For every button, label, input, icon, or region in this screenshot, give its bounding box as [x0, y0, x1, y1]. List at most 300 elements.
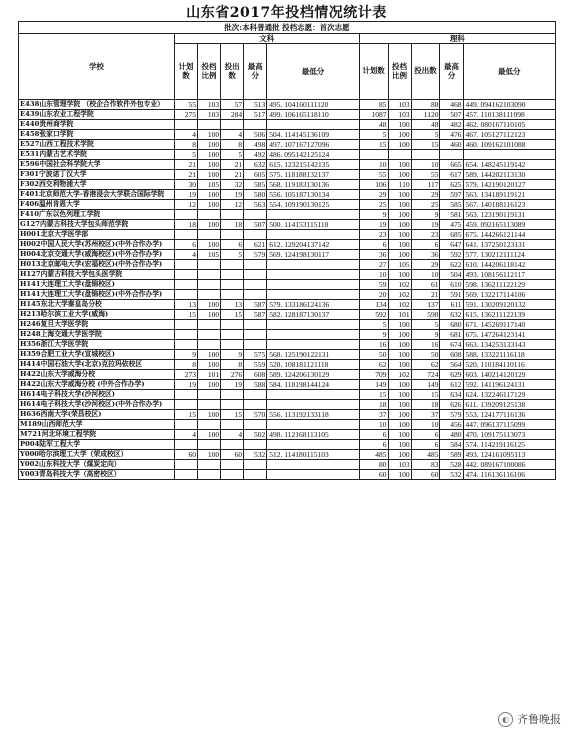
wenke-min: [267, 260, 359, 270]
wenke-min: 512. 114180115103: [267, 450, 359, 460]
wenke-out: 15: [221, 310, 244, 320]
like-ratio: 100: [388, 270, 411, 280]
table-row: [19, 350, 556, 360]
wenke-ratio: [197, 460, 220, 470]
like-ratio: 105: [388, 260, 411, 270]
wenke-max: 513: [244, 100, 267, 110]
wenke-ratio: [197, 280, 220, 290]
wenke-plan: [174, 420, 197, 430]
like-plan: 60: [359, 470, 388, 480]
wenke-plan: 30: [174, 180, 197, 190]
admission-table: [18, 21, 556, 480]
like-min: 591. 130209120132: [463, 300, 555, 310]
like-plan: 134: [359, 300, 388, 310]
like-plan: 29: [359, 190, 388, 200]
wenke-ratio: [197, 440, 220, 450]
like-out: 10: [411, 270, 440, 280]
school-name: H614电子科技大学(沙河校区): [19, 390, 175, 400]
wenke-min: [267, 330, 359, 340]
like-plan: 10: [359, 420, 388, 430]
table-subtitle: 批次:本科普通批 投档志愿：首次志愿: [19, 22, 556, 34]
like-max: 608: [440, 350, 463, 360]
like-max: 674: [440, 340, 463, 350]
wenke-min: 615. 123215142135: [267, 160, 359, 170]
like-plan: 48: [359, 120, 388, 130]
like-plan: 18: [359, 400, 388, 410]
wenke-max: [244, 400, 267, 410]
wenke-ratio: 100: [197, 160, 220, 170]
wenke-plan: 8: [174, 360, 197, 370]
like-out: 10: [411, 420, 440, 430]
wenke-out: [221, 460, 244, 470]
like-max: 564: [440, 360, 463, 370]
wenke-ratio: 100: [197, 150, 220, 160]
wenke-max: [244, 280, 267, 290]
wenke-min: 569. 124198130117: [267, 250, 359, 260]
like-plan: 50: [359, 350, 388, 360]
like-plan: 80: [359, 460, 388, 470]
wenke-ratio: [197, 260, 220, 270]
like-plan: 6: [359, 240, 388, 250]
like-min: 675. 144266121144: [463, 230, 555, 240]
wenke-min: 499. 106165118110: [267, 110, 359, 120]
like-ratio: 100: [388, 200, 411, 210]
like-max: 626: [440, 400, 463, 410]
like-out: 62: [411, 360, 440, 370]
wenke-out: [221, 320, 244, 330]
school-name: E438山东管理学院 （校企合作软件外包专业）: [19, 100, 175, 110]
like-plan: 37: [359, 410, 388, 420]
wenke-out: [221, 440, 244, 450]
like-ratio: 100: [388, 130, 411, 140]
wenke-max: [244, 120, 267, 130]
like-ratio: 100: [388, 470, 411, 480]
like-ratio: 100: [388, 120, 411, 130]
school-name: H246复旦大学医学院: [19, 320, 175, 330]
like-min: 592. 141196124131: [463, 380, 555, 390]
wenke-plan: 12: [174, 200, 197, 210]
wenke-ratio: [197, 390, 220, 400]
like-plan: 55: [359, 170, 388, 180]
wenke-min: [267, 120, 359, 130]
wenke-out: 6: [221, 240, 244, 250]
wenke-ratio: 105: [197, 250, 220, 260]
wenke-max: 580: [244, 190, 267, 200]
wenke-out: 15: [221, 410, 244, 420]
wenke-plan: 6: [174, 240, 197, 250]
table-row: [19, 170, 556, 180]
table-row: [19, 300, 556, 310]
wenke-ratio: 100: [197, 170, 220, 180]
wenke-plan: 19: [174, 190, 197, 200]
like-ratio: 100: [388, 170, 411, 180]
wenke-min: [267, 280, 359, 290]
like-out: 29: [411, 190, 440, 200]
like-max: 476: [440, 130, 463, 140]
like-ratio: 100: [388, 190, 411, 200]
wenke-plan: [174, 320, 197, 330]
table-row: [19, 220, 556, 230]
like-min: 610. 144206118142: [463, 260, 555, 270]
wenke-max: 563: [244, 200, 267, 210]
col-l-max: 最高分: [440, 44, 463, 100]
like-ratio: 100: [388, 220, 411, 230]
like-out: 29: [411, 260, 440, 270]
wenke-min: [267, 290, 359, 300]
like-plan: 15: [359, 140, 388, 150]
table-row: [19, 140, 556, 150]
school-name: E596中国社会科学院大学: [19, 160, 175, 170]
wenke-max: 587: [244, 310, 267, 320]
table-row: [19, 100, 556, 110]
like-max: 634: [440, 390, 463, 400]
like-min: 671. 145269117140: [463, 320, 555, 330]
like-out: 16: [411, 340, 440, 350]
like-min: 457. 110138111098: [463, 110, 555, 120]
school-name: Y002山东科技大学（煤炭定向）: [19, 460, 175, 470]
wenke-ratio: 100: [197, 360, 220, 370]
like-out: 1120: [411, 110, 440, 120]
table-row: [19, 330, 556, 340]
like-out: 6: [411, 430, 440, 440]
wenke-min: 497. 107167127096: [267, 140, 359, 150]
like-ratio: 100: [388, 230, 411, 240]
school-name: H636西南大学(荣昌校区): [19, 410, 175, 420]
like-max: 622: [440, 260, 463, 270]
wenke-max: 532: [244, 450, 267, 460]
table-row: [19, 400, 556, 410]
wenke-plan: 55: [174, 100, 197, 110]
like-out: [411, 150, 440, 160]
like-plan: 36: [359, 250, 388, 260]
wenke-ratio: [197, 470, 220, 480]
col-l-out: 投出数: [411, 44, 440, 100]
table-row: [19, 200, 556, 210]
school-name: F301宁波诺丁汉大学: [19, 170, 175, 180]
table-row: [19, 190, 556, 200]
like-max: [440, 150, 463, 160]
like-max: 617: [440, 170, 463, 180]
like-min: 563. 123190119131: [463, 210, 555, 220]
like-plan: 20: [359, 290, 388, 300]
like-out: 9: [411, 330, 440, 340]
like-min: 663. 134253133143: [463, 340, 555, 350]
like-min: 553. 124177116136: [463, 410, 555, 420]
wenke-ratio: [197, 330, 220, 340]
wenke-out: [221, 400, 244, 410]
like-max: 460: [440, 140, 463, 150]
like-min: 598. 136211122129: [463, 280, 555, 290]
wenke-out: 8: [221, 360, 244, 370]
col-w-out: 投出数: [221, 44, 244, 100]
like-out: 117: [411, 180, 440, 190]
like-max: 591: [440, 290, 463, 300]
like-plan: 1087: [359, 110, 388, 120]
wenke-plan: [174, 120, 197, 130]
like-min: 589. 144202113130: [463, 170, 555, 180]
wenke-plan: 4: [174, 130, 197, 140]
wenke-ratio: 100: [197, 310, 220, 320]
like-ratio: 103: [388, 110, 411, 120]
like-min: 459. 092165113089: [463, 220, 555, 230]
wenke-max: 608: [244, 370, 267, 380]
table-body: [19, 100, 556, 480]
wenke-out: 13: [221, 300, 244, 310]
wenke-plan: [174, 270, 197, 280]
wenke-max: 570: [244, 410, 267, 420]
school-name: H127内蒙古科技大学包头医学院: [19, 270, 175, 280]
page-title: 山东省2017年投档情况统计表: [186, 5, 387, 21]
like-max: 468: [440, 100, 463, 110]
like-out: 6: [411, 440, 440, 450]
wenke-max: [244, 320, 267, 330]
like-max: 589: [440, 450, 463, 460]
like-min: 603. 140214120129: [463, 370, 555, 380]
wenke-max: [244, 270, 267, 280]
like-min: 447. 096137115099: [463, 420, 555, 430]
table-row: [19, 250, 556, 260]
wenke-ratio: 103: [197, 100, 220, 110]
like-min: 588. 133221116118: [463, 350, 555, 360]
like-out: 724: [411, 370, 440, 380]
school-name: H141大连理工大学(盘锦校区)(中外合作办学): [19, 290, 175, 300]
table-row: [19, 270, 556, 280]
school-name: G127内蒙古科技大学包头师范学院: [19, 220, 175, 230]
watermark-text: 齐鲁晚报: [517, 713, 561, 726]
wenke-ratio: 100: [197, 200, 220, 210]
wenke-ratio: [197, 290, 220, 300]
school-name: E440贵州商学院: [19, 120, 175, 130]
table-row: [19, 240, 556, 250]
like-plan: 5: [359, 320, 388, 330]
like-min: 611. 139209125138: [463, 400, 555, 410]
like-min: 615. 136211122139: [463, 310, 555, 320]
table-row: [19, 390, 556, 400]
like-out: 25: [411, 200, 440, 210]
wenke-out: [221, 470, 244, 480]
table-row: [19, 450, 556, 460]
like-plan: 9: [359, 210, 388, 220]
school-name: F302西交利物浦大学: [19, 180, 175, 190]
wenke-max: 579: [244, 250, 267, 260]
wenke-out: 60: [221, 450, 244, 460]
col-w-min: 最低分: [267, 44, 359, 100]
school-name: H248上海交通大学医学院: [19, 330, 175, 340]
table-row: [19, 160, 556, 170]
school-name: H614电子科技大学(沙河校区)(中外合作办学): [19, 400, 175, 410]
wenke-max: [244, 390, 267, 400]
wenke-out: 284: [221, 110, 244, 120]
wenke-ratio: 100: [197, 350, 220, 360]
school-name: H414中国石油大学(北京)克拉玛依校区: [19, 360, 175, 370]
wenke-ratio: [197, 120, 220, 130]
wenke-ratio: 101: [197, 370, 220, 380]
like-min: 563. 134189119121: [463, 190, 555, 200]
like-max: 528: [440, 460, 463, 470]
like-ratio: 100: [388, 210, 411, 220]
like-ratio: 100: [388, 320, 411, 330]
like-plan: 6: [359, 440, 388, 450]
wenke-max: [244, 290, 267, 300]
wenke-plan: [174, 340, 197, 350]
wenke-plan: 18: [174, 220, 197, 230]
school-name: H356浙江大学医学院: [19, 340, 175, 350]
wenke-plan: 4: [174, 430, 197, 440]
wenke-min: [267, 420, 359, 430]
like-ratio: [388, 150, 411, 160]
like-out: 5: [411, 130, 440, 140]
like-max: 579: [440, 410, 463, 420]
like-plan: 23: [359, 230, 388, 240]
like-max: 480: [440, 430, 463, 440]
wenke-plan: 8: [174, 140, 197, 150]
wenke-min: 556. 105187130134: [267, 190, 359, 200]
wenke-out: [221, 120, 244, 130]
like-ratio: 100: [388, 410, 411, 420]
school-name: H013北京邮电大学(宏福校区)(中外合作办学): [19, 260, 175, 270]
like-out: 48: [411, 120, 440, 130]
wenke-ratio: [197, 420, 220, 430]
wenke-out: [221, 270, 244, 280]
table-row: [19, 290, 556, 300]
like-min: 474. 116136116106: [463, 470, 555, 480]
like-plan: 16: [359, 340, 388, 350]
wenke-plan: 13: [174, 300, 197, 310]
like-plan: 62: [359, 360, 388, 370]
like-ratio: 100: [388, 140, 411, 150]
wenke-min: 486. 095142125124: [267, 150, 359, 160]
wenke-out: 57: [221, 100, 244, 110]
like-max: 585: [440, 200, 463, 210]
wenke-out: [221, 210, 244, 220]
wenke-max: 585: [244, 180, 267, 190]
like-max: 632: [440, 310, 463, 320]
wenke-max: [244, 470, 267, 480]
like-plan: 15: [359, 390, 388, 400]
wenke-plan: [174, 400, 197, 410]
wenke-plan: [174, 470, 197, 480]
wenke-min: 498. 112168113105: [267, 430, 359, 440]
wenke-plan: 21: [174, 160, 197, 170]
wenke-plan: 4: [174, 250, 197, 260]
table-row: [19, 430, 556, 440]
like-out: 19: [411, 220, 440, 230]
school-name: H213哈尔滨工业大学(威海): [19, 310, 175, 320]
like-plan: 9: [359, 330, 388, 340]
table-row: [19, 110, 556, 120]
watermark: [498, 711, 561, 727]
school-name: E458张家口学院: [19, 130, 175, 140]
wenke-out: 12: [221, 200, 244, 210]
wenke-max: 506: [244, 130, 267, 140]
like-out: 598: [411, 310, 440, 320]
like-min: 569. 132217114106: [463, 290, 555, 300]
wenke-ratio: [197, 210, 220, 220]
like-max: 680: [440, 320, 463, 330]
col-l-ratio: 投档比例: [388, 44, 411, 100]
like-min: 654. 148245119142: [463, 160, 555, 170]
like-plan: 10: [359, 160, 388, 170]
wenke-plan: [174, 330, 197, 340]
like-max: 625: [440, 180, 463, 190]
like-ratio: 103: [388, 100, 411, 110]
col-l-min: 最低分: [463, 44, 555, 100]
table-row: [19, 230, 556, 240]
like-plan: 592: [359, 310, 388, 320]
like-out: 5: [411, 320, 440, 330]
like-out: 15: [411, 390, 440, 400]
wenke-min: 589. 124206130129: [267, 370, 359, 380]
wenke-out: 5: [221, 250, 244, 260]
like-max: 475: [440, 220, 463, 230]
wenke-max: [244, 210, 267, 220]
school-name: E527山西工程技术学院: [19, 140, 175, 150]
wenke-plan: 60: [174, 450, 197, 460]
wenke-out: 8: [221, 140, 244, 150]
like-ratio: 100: [388, 330, 411, 340]
table-row: [19, 440, 556, 450]
school-name: H001北京大学医学部: [19, 230, 175, 240]
wenke-out: 18: [221, 220, 244, 230]
wenke-plan: [174, 230, 197, 240]
like-max: 592: [440, 250, 463, 260]
like-plan: 19: [359, 220, 388, 230]
table-row: [19, 380, 556, 390]
wenke-max: 517: [244, 110, 267, 120]
like-out: 36: [411, 250, 440, 260]
like-ratio: 100: [388, 450, 411, 460]
wenke-plan: 15: [174, 310, 197, 320]
like-plan: 27: [359, 260, 388, 270]
like-out: 9: [411, 210, 440, 220]
like-min: 520. 110184110116: [463, 360, 555, 370]
school-name: H002中国人民大学(苏州校区)(中外合作办学): [19, 240, 175, 250]
wenke-min: [267, 440, 359, 450]
like-out: 15: [411, 140, 440, 150]
wenke-ratio: 100: [197, 130, 220, 140]
wenke-min: 500. 114153115118: [267, 220, 359, 230]
col-w-ratio: 投档比例: [197, 44, 220, 100]
like-max: 647: [440, 240, 463, 250]
like-plan: 709: [359, 370, 388, 380]
wenke-plan: [174, 260, 197, 270]
wenke-min: 554. 109190130125: [267, 200, 359, 210]
wenke-ratio: [197, 320, 220, 330]
like-max: 507: [440, 110, 463, 120]
school-name: M721河北环境工程学院: [19, 430, 175, 440]
like-min: [463, 150, 555, 160]
wenke-min: 504. 114145136109: [267, 130, 359, 140]
like-ratio: 102: [388, 290, 411, 300]
like-min: 467. 105127112123: [463, 130, 555, 140]
wenke-out: [221, 260, 244, 270]
wenke-plan: 275: [174, 110, 197, 120]
wenke-ratio: [197, 270, 220, 280]
school-name: P004陆军工程大学: [19, 440, 175, 450]
like-ratio: 100: [388, 240, 411, 250]
wenke-max: 632: [244, 160, 267, 170]
wenke-ratio: 100: [197, 300, 220, 310]
wenke-max: 621: [244, 240, 267, 250]
wenke-out: [221, 290, 244, 300]
wenke-max: [244, 340, 267, 350]
wenke-ratio: 100: [197, 380, 220, 390]
like-min: 577. 130212111124: [463, 250, 555, 260]
like-min: 579. 142190120127: [463, 180, 555, 190]
like-ratio: 100: [388, 350, 411, 360]
wenke-out: 32: [221, 180, 244, 190]
like-min: 675. 147264123141: [463, 330, 555, 340]
